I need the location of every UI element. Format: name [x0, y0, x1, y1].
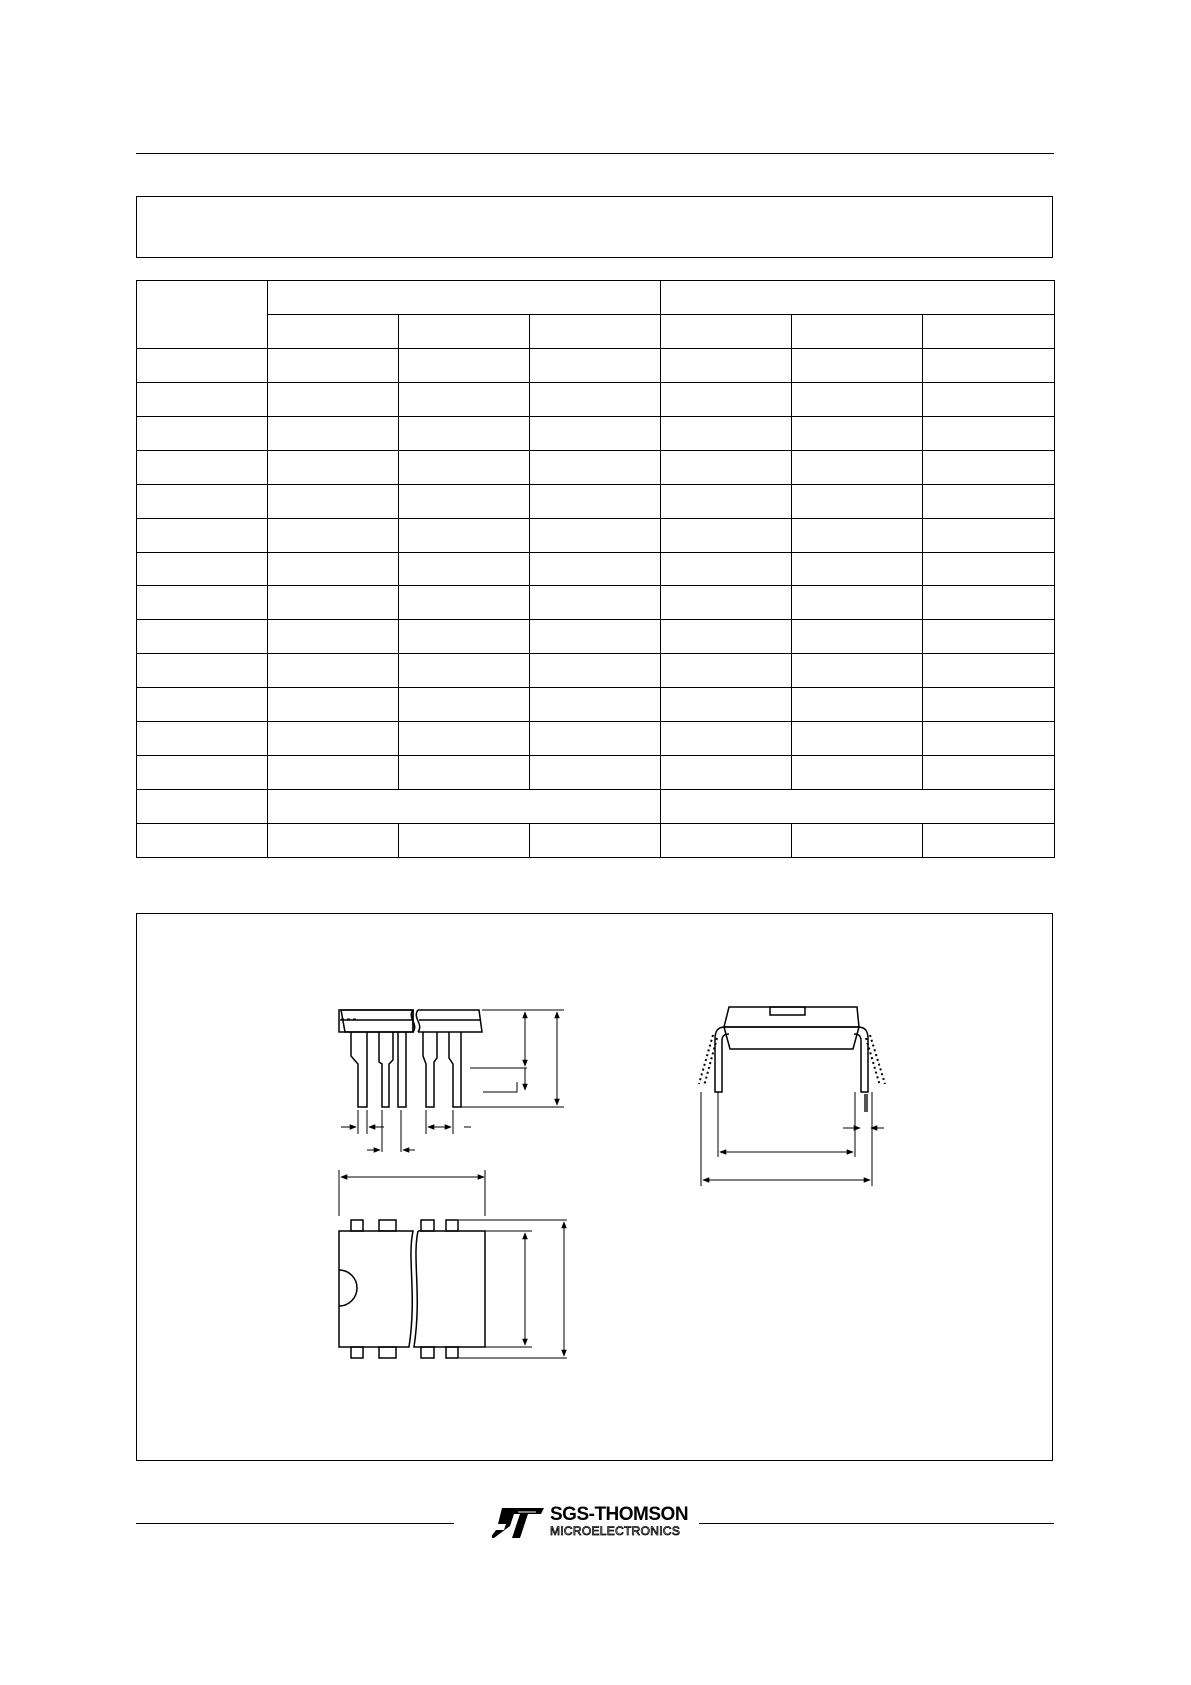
table-cell — [137, 416, 268, 450]
table-cell — [268, 382, 399, 416]
end-view — [699, 1007, 885, 1186]
table-cell — [399, 450, 530, 484]
table-cell — [399, 654, 530, 688]
table-cell — [399, 688, 530, 722]
table-cell — [661, 348, 792, 382]
table-cell — [792, 756, 923, 790]
table-cell — [530, 450, 661, 484]
table-cell — [661, 824, 792, 858]
table-cell — [923, 688, 1055, 722]
table-cell — [268, 688, 399, 722]
table-cell — [137, 450, 268, 484]
dimensions-table — [136, 280, 1055, 858]
table-cell — [268, 484, 399, 518]
table-cell — [923, 382, 1055, 416]
table-cell — [661, 382, 792, 416]
table-cell — [792, 382, 923, 416]
table-cell — [792, 348, 923, 382]
table-row — [137, 382, 1055, 416]
brand-name: SGS-THOMSON — [550, 1504, 689, 1525]
table-row — [137, 484, 1055, 518]
table-cell — [399, 824, 530, 858]
table-cell — [530, 586, 661, 620]
table-cell — [792, 450, 923, 484]
table-cell — [530, 654, 661, 688]
table-cell — [137, 348, 268, 382]
table-cell — [137, 281, 268, 349]
table-cell — [661, 314, 792, 348]
table-cell — [268, 620, 399, 654]
table-cell — [792, 688, 923, 722]
table-cell — [923, 348, 1055, 382]
table-cell — [792, 586, 923, 620]
table-cell — [661, 688, 792, 722]
table-cell — [137, 824, 268, 858]
table-cell — [530, 518, 661, 552]
table-cell — [399, 620, 530, 654]
table-cell — [530, 722, 661, 756]
table-cell — [399, 348, 530, 382]
table-cell — [268, 654, 399, 688]
table-cell — [792, 314, 923, 348]
table-cell — [661, 281, 1055, 315]
table-row — [137, 654, 1055, 688]
table-cell — [137, 484, 268, 518]
table-cell — [137, 620, 268, 654]
table-cell — [137, 756, 268, 790]
table-row — [137, 620, 1055, 654]
table-cell — [792, 484, 923, 518]
table-cell — [661, 416, 792, 450]
table-cell — [530, 756, 661, 790]
table-cell — [137, 518, 268, 552]
table-cell — [268, 314, 399, 348]
table-row — [137, 552, 1055, 586]
table-cell — [792, 620, 923, 654]
table-cell — [268, 824, 399, 858]
table-cell — [661, 654, 792, 688]
table-cell — [923, 620, 1055, 654]
table-cell — [661, 722, 792, 756]
table-cell — [268, 756, 399, 790]
table-cell — [923, 416, 1055, 450]
table-cell — [530, 314, 661, 348]
table-row — [137, 722, 1055, 756]
table-cell — [923, 518, 1055, 552]
table-cell — [792, 416, 923, 450]
table-cell — [923, 824, 1055, 858]
table-cell — [399, 586, 530, 620]
table-cell — [792, 824, 923, 858]
table-cell — [399, 314, 530, 348]
package-drawing-box — [136, 913, 1053, 1461]
table-cell — [923, 314, 1055, 348]
footer-rule-left — [136, 1523, 454, 1524]
table-cell — [137, 654, 268, 688]
table-cell — [137, 382, 268, 416]
table-row — [137, 518, 1055, 552]
table-cell — [530, 484, 661, 518]
table-cell — [137, 688, 268, 722]
table-cell — [530, 688, 661, 722]
table-header-row — [137, 314, 1055, 348]
table-cell — [137, 722, 268, 756]
table-cell — [268, 281, 661, 315]
table-cell — [137, 790, 268, 824]
top-view — [339, 1170, 567, 1358]
table-cell — [399, 756, 530, 790]
table-cell — [923, 722, 1055, 756]
table-row — [137, 824, 1055, 858]
table-cell — [661, 586, 792, 620]
table-cell — [923, 654, 1055, 688]
table-cell — [792, 518, 923, 552]
table-cell — [661, 756, 792, 790]
table-row — [137, 586, 1055, 620]
table-cell — [268, 586, 399, 620]
table-cell — [137, 586, 268, 620]
side-view — [339, 1010, 564, 1152]
table-cell — [661, 518, 792, 552]
table-cell — [268, 722, 399, 756]
company-logo — [492, 1504, 692, 1544]
table-cell — [530, 552, 661, 586]
table-cell — [399, 518, 530, 552]
table-cell — [923, 756, 1055, 790]
table-cell — [923, 586, 1055, 620]
table-cell — [923, 552, 1055, 586]
table-cell — [399, 552, 530, 586]
table-cell — [268, 348, 399, 382]
st-logo-icon — [492, 1508, 544, 1538]
table-row — [137, 756, 1055, 790]
table-cell — [399, 722, 530, 756]
table-row — [137, 790, 1055, 824]
table-cell — [530, 382, 661, 416]
table-cell — [268, 552, 399, 586]
table-cell — [923, 450, 1055, 484]
table-row — [137, 450, 1055, 484]
table-row — [137, 688, 1055, 722]
title-box — [136, 196, 1053, 258]
table-cell — [792, 654, 923, 688]
package-outline-drawing — [137, 914, 1052, 1460]
table-cell — [399, 382, 530, 416]
table-cell — [268, 518, 399, 552]
table-header-row — [137, 281, 1055, 315]
footer-rule-right — [699, 1523, 1054, 1524]
table-cell — [530, 348, 661, 382]
header-rule — [136, 153, 1054, 154]
table-cell — [530, 824, 661, 858]
table-cell — [661, 450, 792, 484]
table-cell — [530, 620, 661, 654]
brand-subtitle: MICROELECTRONICS — [550, 1524, 681, 1538]
table-cell — [268, 416, 399, 450]
table-cell — [399, 416, 530, 450]
table-row — [137, 416, 1055, 450]
table-cell — [137, 552, 268, 586]
table-cell — [399, 484, 530, 518]
table-cell — [268, 790, 661, 824]
table-cell — [661, 552, 792, 586]
table-cell — [792, 722, 923, 756]
table-cell — [792, 552, 923, 586]
table-cell — [661, 620, 792, 654]
table-row — [137, 348, 1055, 382]
table-cell — [661, 484, 792, 518]
table-cell — [268, 450, 399, 484]
table-cell — [530, 416, 661, 450]
table-cell — [661, 790, 1055, 824]
table-cell — [923, 484, 1055, 518]
